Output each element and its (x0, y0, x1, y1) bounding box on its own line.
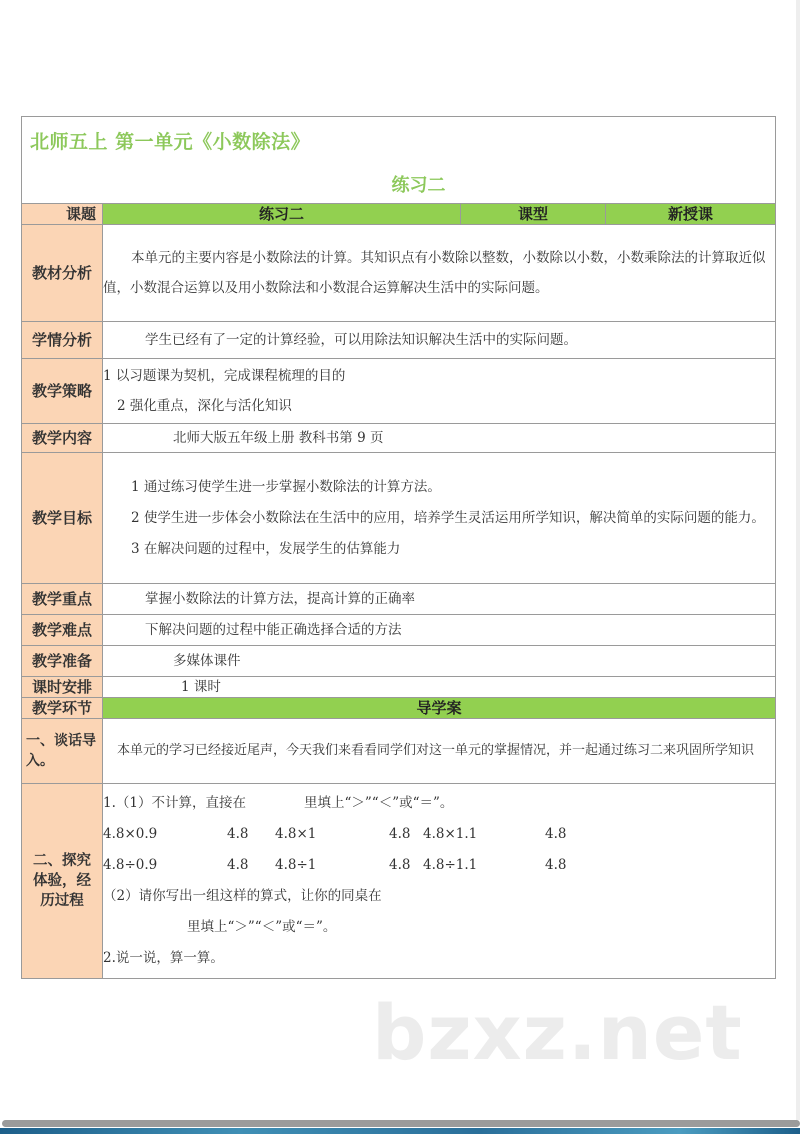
key-points-row (22, 584, 776, 615)
intro-row (22, 719, 776, 784)
topic-row (22, 204, 776, 225)
difficulties-label: 教学难点 (22, 615, 103, 646)
material-analysis-text: 本单元的主要内容是小数除法的计算。其知识点有小数除以整数，小数除以小数，小数乘除法的计算取近似值，小数混合运算以及用小数除法和小数混合运算解决生活中的实际问题。 (103, 250, 766, 296)
student-analysis-label: 学情分析 (22, 322, 103, 359)
intro-label: 一、谈话导入。 (22, 719, 103, 784)
goals-row (22, 453, 776, 584)
difficulties-text: 下解决问题的过程中能正确选择合适的方法 (145, 622, 402, 638)
goals-label: 教学目标 (22, 453, 103, 584)
horizontal-scrollbar[interactable] (2, 1120, 800, 1127)
difficulties-row (22, 615, 776, 646)
preparation-label: 教学准备 (22, 646, 103, 677)
student-analysis-row (22, 322, 776, 359)
goals-line-2: 2 使学生进一步体会小数除法在生活中的应用，培养学生灵活运用所学知识，解决简单的实际问题的能力。 (131, 509, 765, 526)
vertical-scrollbar[interactable] (796, 0, 800, 1120)
goals-line-3: 3 在解决问题的过程中，发展学生的估算能力 (131, 540, 401, 557)
goals-line-1: 1 通过练习使学生进一步掌握小数除法的计算方法。 (131, 478, 441, 495)
preparation-row (22, 646, 776, 677)
schedule-row (22, 677, 776, 698)
strategy-label: 教学策略 (22, 359, 103, 424)
question-2: 2.说一说，算一算。 (103, 950, 224, 966)
key-points-label: 教学重点 (22, 584, 103, 615)
question-1-2-line-2: 里填上“＞”“＜”或“＝”。 (187, 919, 337, 935)
question-1-1: 1.（1）不计算，直接在 里填上“＞”“＜”或“＝”。 (103, 795, 454, 811)
bottom-banner (0, 1128, 800, 1134)
document-title: 北师五上 第一单元《小数除法》 (30, 131, 311, 153)
schedule-text: 1 课时 (181, 679, 221, 695)
explore-label: 二、探究体验，经历过程 (22, 784, 103, 979)
topic-label: 课题 (22, 204, 103, 225)
process-header-row (22, 698, 776, 719)
topic-value: 练习二 (103, 204, 461, 225)
document-subtitle: 练习二 (391, 175, 446, 196)
watermark: bzxz.net (372, 988, 743, 1077)
schedule-label: 课时安排 (22, 677, 103, 698)
strategy-line-2: 2 强化重点，深化与活化知识 (117, 398, 292, 414)
strategy-row (22, 359, 776, 424)
key-points-text: 掌握小数除法的计算方法，提高计算的正确率 (145, 591, 415, 607)
content-row (22, 424, 776, 453)
student-analysis-text: 学生已经有了一定的计算经验，可以用除法知识解决生活中的实际问题。 (145, 332, 577, 348)
material-analysis-label: 教材分析 (22, 225, 103, 322)
content-text: 北师大版五年级上册 教科书第 9 页 (173, 430, 384, 446)
math-row-1: 4.8×0.9 4.8 4.8×1 4.8 4.8×1.1 4.8 (103, 826, 567, 842)
question-1-2-line-1: （2）请你写出一组这样的算式，让你的同桌在 (103, 888, 382, 904)
content-label: 教学内容 (22, 424, 103, 453)
preparation-text: 多媒体课件 (173, 653, 241, 669)
lesson-plan-table (21, 116, 776, 979)
math-row-2: 4.8÷0.9 4.8 4.8÷1 4.8 4.8÷1.1 4.8 (103, 857, 567, 873)
explore-row (22, 784, 776, 979)
material-analysis-row (22, 225, 776, 322)
lesson-type-label: 课型 (461, 204, 606, 225)
process-label: 教学环节 (22, 698, 103, 719)
title-cell (22, 117, 776, 204)
lesson-type-value: 新授课 (606, 204, 776, 225)
strategy-line-1: 1 以习题课为契机，完成课程梳理的目的 (103, 368, 346, 384)
process-value: 导学案 (103, 698, 776, 719)
intro-text: 本单元的学习已经接近尾声，今天我们来看看同学们对这一单元的掌握情况，并一起通过练习二来巩固所学知识 (117, 743, 755, 758)
